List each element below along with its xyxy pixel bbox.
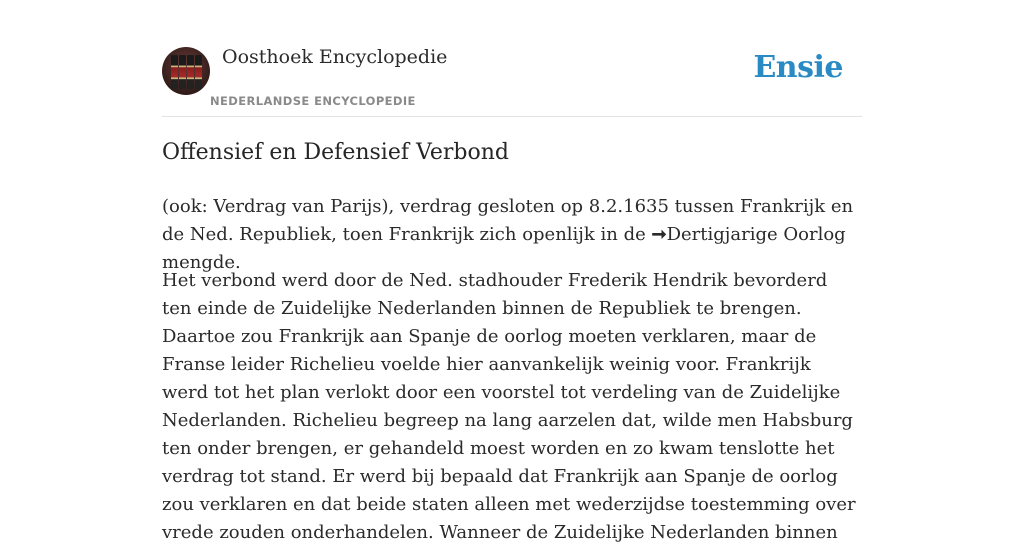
crossref-link-text[interactable]: Dertigjarige Oorlog <box>666 224 846 245</box>
arrow-right-icon: ➞ <box>651 224 667 245</box>
site-name-link[interactable]: Oosthoek Encyclopedie <box>222 46 448 68</box>
book-spine-icon <box>179 55 186 89</box>
paragraph-text: (ook: Verdrag van Parijs), verdrag gesloten op 8.2.1635 tussen Frankrijk en de Ned. Republiek, toen Frankrijk zich openlijk in de <box>162 196 854 245</box>
site-subtitle: NEDERLANDSE ENCYCLOPEDIE <box>210 94 416 108</box>
article-paragraph-2: Het verbond werd door de Ned. stadhouder Frederik Hendrik bevorderd ten einde de Zuidelijke Nederlanden binnen de Republiek te brengen. Daartoe zou Frankrijk aan Spanje de oorlog moeten verklaren, maar de Franse leider Richelieu voelde hier aanvankelijk weinig voor. Frankrijk werd tot het plan verlokt door een voorstel tot verdeling van de Zuidelijke Nederlanden. Richelieu begreep na lang aarzelen dat, wilde men Habsburg ten onder brengen, er gehandeld moest worden en zo kwam tenslotte het verdrag tot stand. Er werd bij bepaald dat Frankrijk aan Spanje de oorlog zou verklaren en dat beide staten alleen met wederzijdse toestemming over vrede zouden onderhandelen. Wanneer de Zuidelijke Nederlanden binnen <box>162 270 856 543</box>
encyclopedia-logo[interactable] <box>162 47 210 95</box>
article-title: Offensief en Defensief Verbond <box>162 140 509 165</box>
page <box>162 0 862 543</box>
book-spine-icon <box>171 55 178 89</box>
article-paragraph-1 <box>162 193 862 277</box>
paragraph-text: mengde. <box>162 252 241 273</box>
book-spine-icon <box>187 55 194 89</box>
brand-logo-link[interactable]: Ensie <box>753 50 843 85</box>
site-header <box>162 0 862 117</box>
book-spine-icon <box>195 55 202 89</box>
crossref-link[interactable] <box>652 224 846 245</box>
